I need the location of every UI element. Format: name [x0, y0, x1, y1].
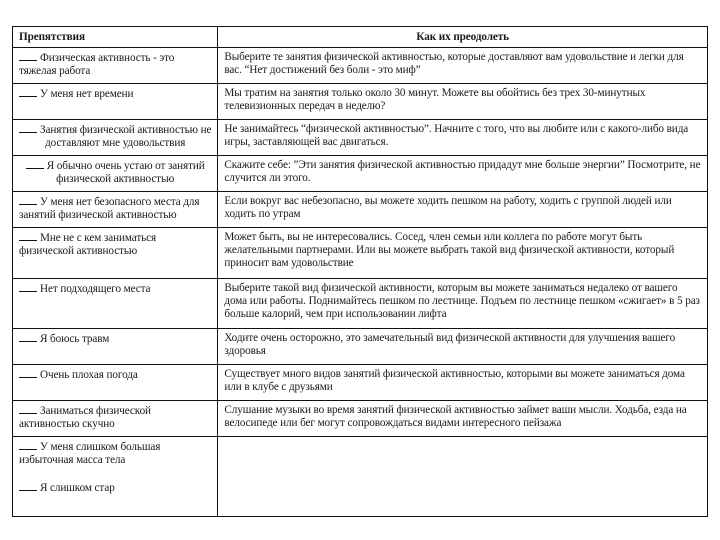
obstacle-text: Физическая активность - это тяжелая работа [19, 52, 175, 77]
obstacle-text: Занятия физической активностью не доставляют мне удовольствия [40, 124, 212, 149]
solution-cell: Ходите очень осторожно, это замечательный вид физической активности для улучшения вашего здоровья [218, 329, 708, 365]
obstacle-text: Нет подходящего места [40, 283, 151, 295]
table-row [13, 279, 708, 329]
checkbox-blank[interactable] [19, 87, 37, 97]
checkbox-blank[interactable] [19, 282, 37, 292]
solution-cell: Скажите себе: ”Эти занятия физической активностью придадут мне больше энергии” Посмотрите, не случится ли этого. [218, 156, 708, 192]
checkbox-blank[interactable] [19, 404, 37, 414]
obstacle-text: Очень плохая погода [40, 369, 138, 381]
solution-cell: Слушание музыки во время занятий физической активностью займет ваши мысли. Ходьба, езда на велосипеде или бег могут сопровождаться видами интересного пейзажа [218, 401, 708, 437]
solution-cell: Существует много видов занятий физической активностью, которыми вы можете заниматься дома или в клубе с друзьями [218, 365, 708, 401]
obstacle-text: Мне не с кем заниматься физической активностью [19, 232, 157, 257]
checkbox-blank[interactable] [19, 51, 37, 61]
obstacle-text: У меня нет времени [40, 88, 134, 100]
obstacle-cell [13, 279, 218, 329]
obstacle-cell [13, 156, 218, 192]
table-row [13, 228, 708, 279]
obstacle-cell [13, 48, 218, 84]
solution-cell: Если вокруг вас небезопасно, вы можете ходить пешком на работу, ходить с группой людей или ходить по утрам [218, 192, 708, 228]
table-row [13, 156, 708, 192]
obstacle-cell [13, 329, 218, 365]
obstacle-text: Заниматься физической активностью скучно [19, 405, 151, 430]
solution-cell: Может быть, вы не интересовались. Сосед, член семьи или коллега по работе могут быть желательными партнерами. Или вы можете выбрать такой вид физической активности, который приносит вам удовольствие [218, 228, 708, 279]
obstacle-cell [13, 84, 218, 120]
table-row [13, 329, 708, 365]
checkbox-blank[interactable] [19, 481, 37, 491]
solution-cell: Выберите такой вид физической активности, которым вы можете заниматься недалеко от вашего дома или работы. Поднимайтесь пешком по лестнице. Подъем по лестнице пешком «сжигает» в 5 раз больше калорий, чем при использовании лифта [218, 279, 708, 329]
obstacle-text: У меня нет безопасного места для занятий физической активностью [19, 196, 200, 221]
checkbox-blank[interactable] [19, 440, 37, 450]
checkbox-blank[interactable] [19, 195, 37, 205]
table-row [13, 437, 708, 517]
obstacle-text: Я боюсь травм [40, 333, 110, 345]
obstacle-text: У меня слишком большая избыточная масса тела [19, 441, 161, 466]
solution-cell: Выберите те занятия физической активностью, которые доставляют вам удовольствие и легки для вас. “Нет достижений без боли - это миф” [218, 48, 708, 84]
table-row [13, 365, 708, 401]
obstacle-cell [13, 401, 218, 437]
table-header-row [13, 27, 708, 48]
obstacle-cell [13, 120, 218, 156]
obstacle-cell [13, 228, 218, 279]
solution-cell [218, 437, 708, 517]
obstacles-table [12, 26, 708, 517]
solution-cell: Мы тратим на занятия только около 30 минут. Можете вы обойтись без трех 30-минутных телевизионных передач в неделю? [218, 84, 708, 120]
obstacle-text: Я обычно очень устаю от занятий физической активностью [46, 160, 205, 185]
obstacle-item [19, 481, 211, 495]
checkbox-blank[interactable] [19, 368, 37, 378]
obstacle-cell [13, 365, 218, 401]
table-row [13, 48, 708, 84]
header-solutions: Как их преодолеть [218, 27, 708, 48]
table-row [13, 401, 708, 437]
solution-cell: Не занимайтесь “физической активностью”. Начните с того, что вы любите или с какого-либо вида игры, заставляющей вас двигаться. [218, 120, 708, 156]
table-row [13, 120, 708, 156]
checkbox-blank[interactable] [19, 123, 37, 133]
obstacle-text: Я слишком стар [40, 482, 115, 494]
obstacle-item [19, 440, 211, 467]
table-row [13, 84, 708, 120]
spacer [19, 467, 211, 481]
checkbox-blank[interactable] [26, 159, 44, 169]
obstacle-cell [13, 437, 218, 517]
header-obstacles: Препятствия [13, 27, 218, 48]
checkbox-blank[interactable] [19, 231, 37, 241]
checkbox-blank[interactable] [19, 332, 37, 342]
table-row [13, 192, 708, 228]
obstacle-cell [13, 192, 218, 228]
